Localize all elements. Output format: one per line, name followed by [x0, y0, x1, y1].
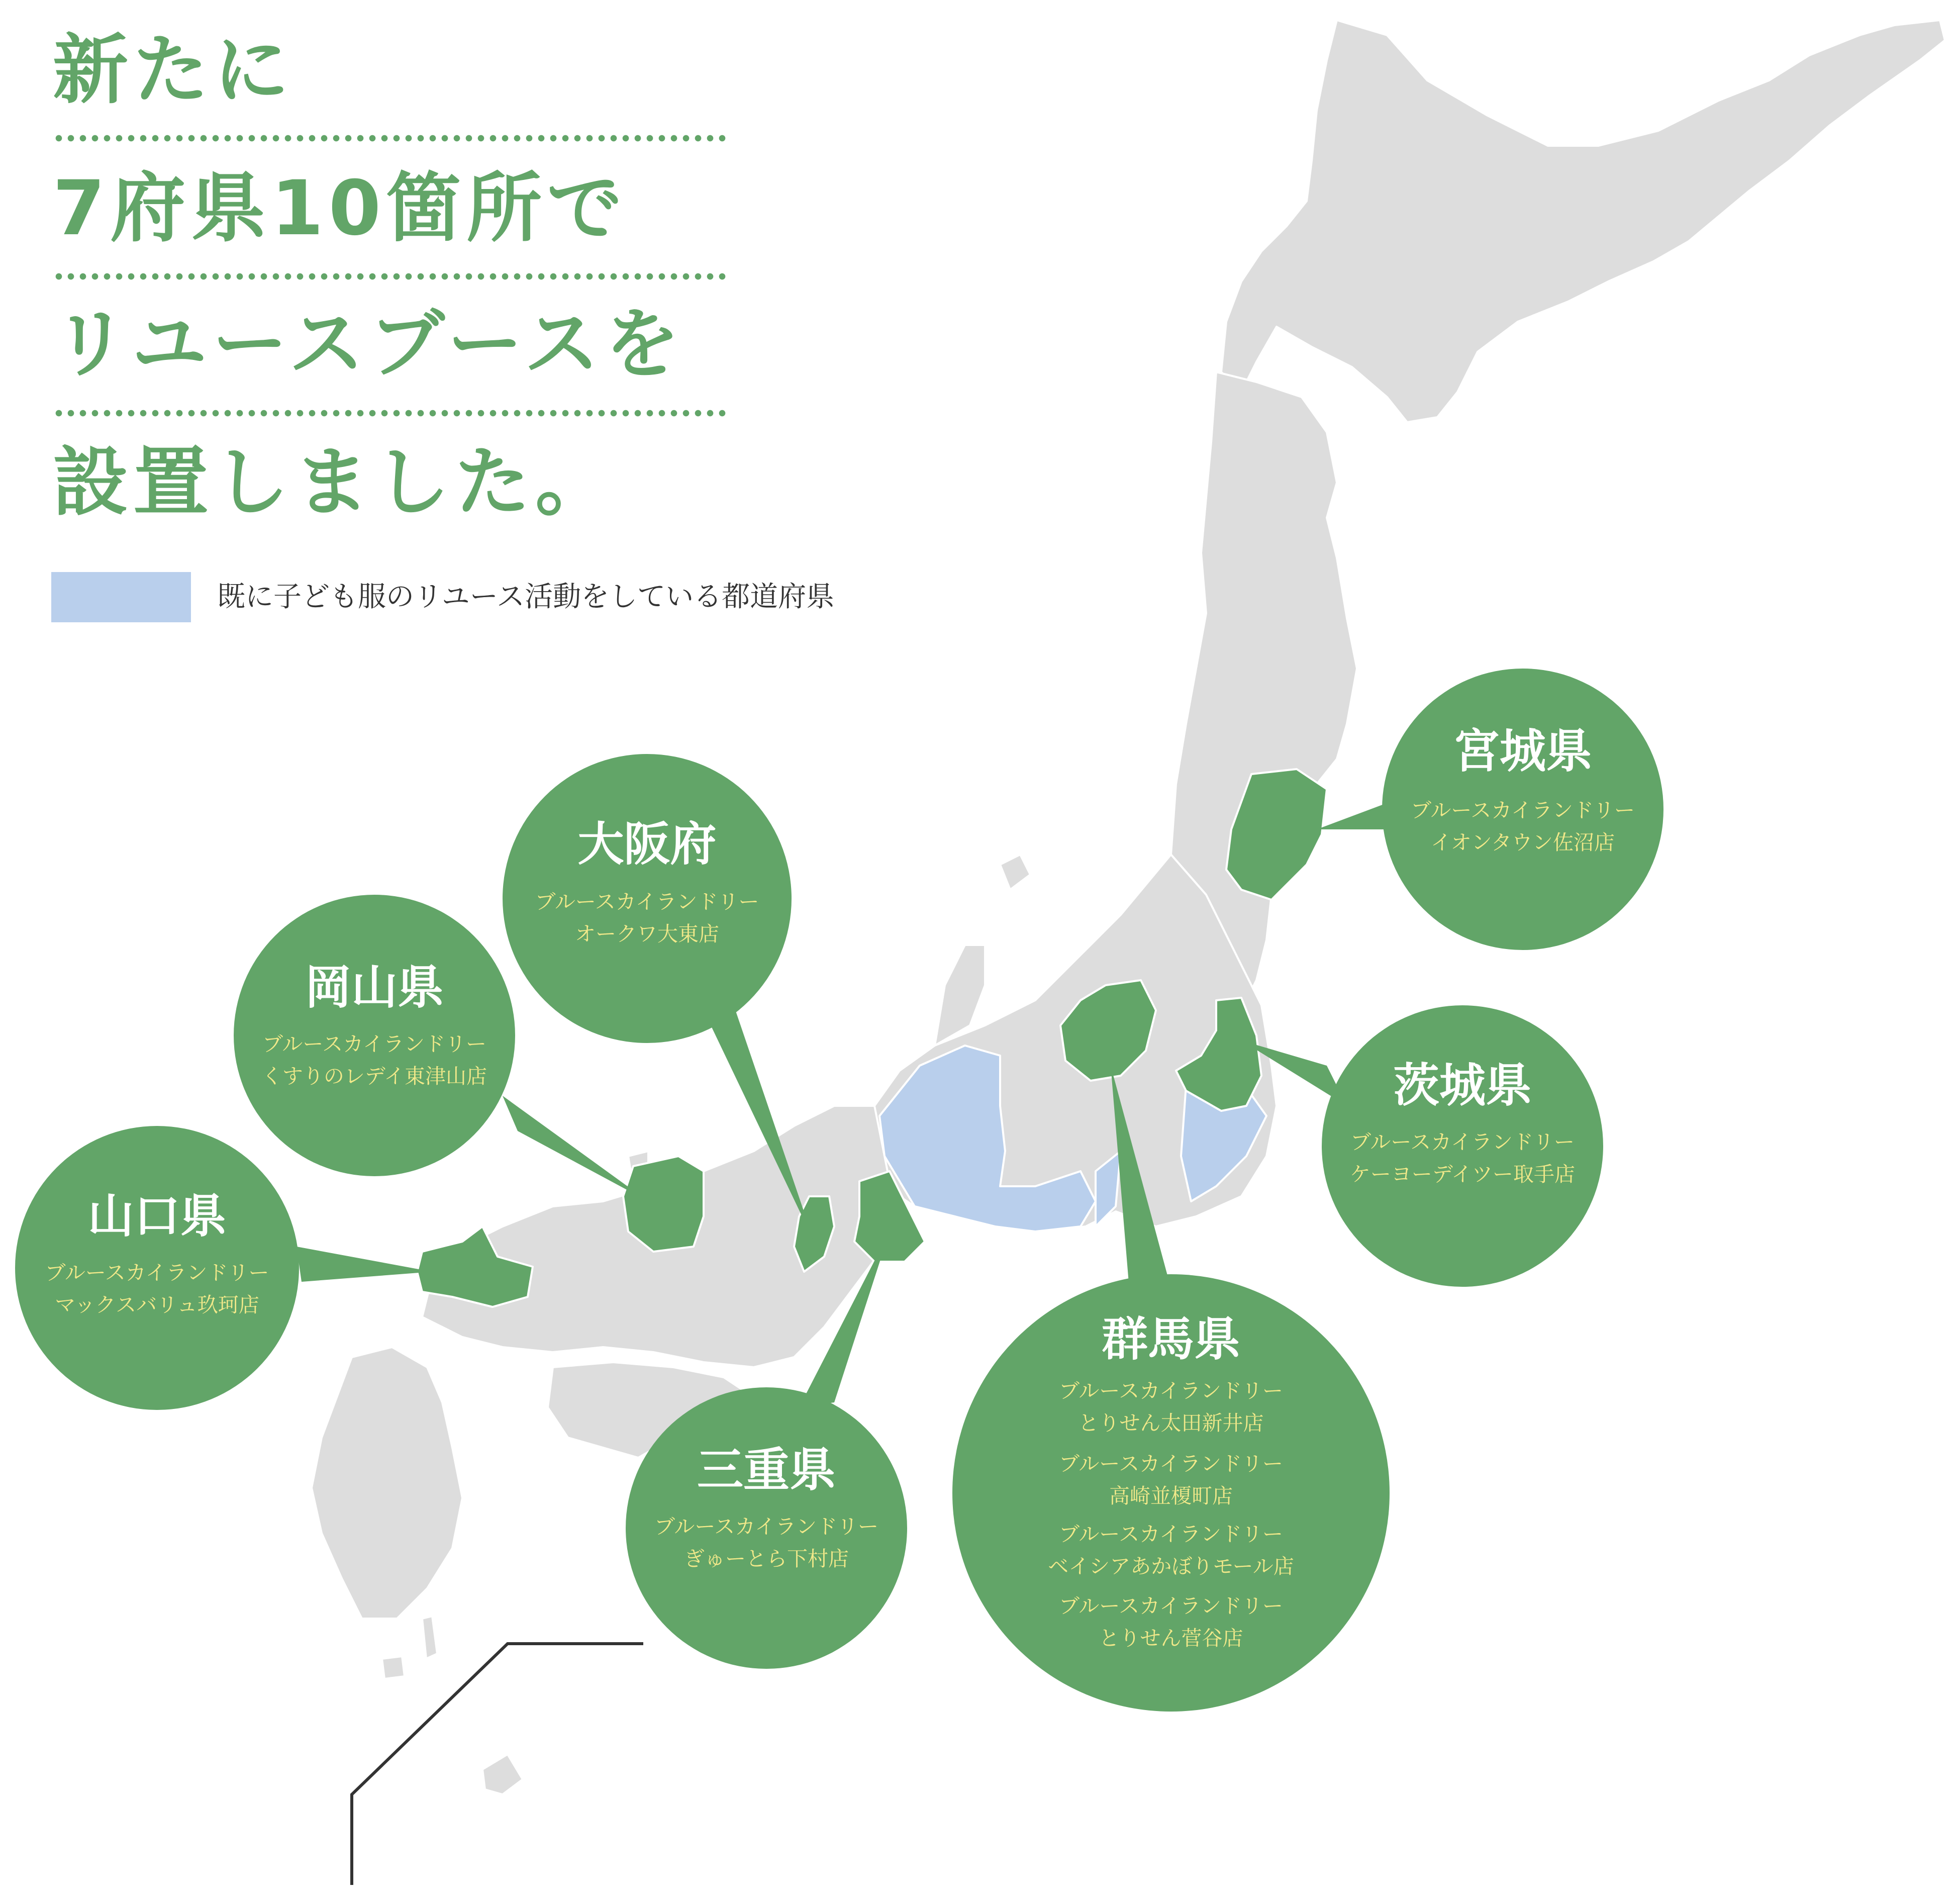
amami-island: [482, 1754, 523, 1794]
osaka-callout: [503, 754, 792, 1043]
store-line: ブルースカイランドリー: [1058, 1522, 1284, 1546]
sado-island: [1000, 855, 1030, 890]
legend-swatch: [51, 572, 191, 622]
prefecture-name: 大阪府: [577, 817, 717, 871]
prefecture-name: 茨城県: [1393, 1059, 1532, 1112]
prefecture-name: 群馬県: [1101, 1312, 1240, 1366]
headline-line-1: 新たに: [53, 27, 295, 114]
store-line: マックスバリュ玖珂店: [55, 1293, 259, 1317]
yamaguchi-pointer: [297, 1247, 432, 1282]
store-line: くすりのレデイ東津山店: [261, 1064, 487, 1088]
prefecture-name: 岡山県: [305, 961, 444, 1014]
store-line: ブルースカイランドリー: [1058, 1379, 1284, 1403]
prefecture-name: 三重県: [697, 1443, 836, 1497]
dotted-divider: [53, 135, 726, 142]
prefecture-name: 宮城県: [1453, 724, 1592, 778]
store-line: とりせん太田新井店: [1078, 1411, 1264, 1435]
kyushu-region: [312, 1347, 462, 1619]
tanegashima-island: [422, 1616, 437, 1659]
store-line: ブルースカイランドリー: [1058, 1594, 1284, 1618]
store-line: イオンタウン佐沼店: [1430, 830, 1615, 855]
headline-line-4: 設置しました。: [53, 439, 616, 526]
store-line: ブルースカイランドリー: [654, 1515, 879, 1539]
prefecture-name: 山口県: [87, 1189, 227, 1243]
store-line: ベイシアあかぼりモール店: [1048, 1554, 1294, 1578]
store-line: ブルースカイランドリー: [535, 890, 759, 914]
dotted-divider: [53, 410, 726, 417]
store-line: ブルースカイランドリー: [1410, 798, 1635, 822]
dotted-divider: [53, 273, 726, 280]
okayama-shape: [623, 1156, 704, 1252]
ibaraki-callout: [1322, 1005, 1603, 1287]
store-line: ブルースカイランドリー: [1350, 1130, 1575, 1154]
yakushima-island: [382, 1656, 405, 1679]
legend-label: 既に子ども服のリユース活動をしている都道府県: [217, 581, 835, 613]
store-line: オークワ大東店: [575, 922, 719, 946]
store-line: ぎゅーとら下村店: [684, 1547, 849, 1571]
miyagi-callout: [1382, 669, 1663, 950]
store-line: 高崎並榎町店: [1109, 1484, 1233, 1508]
store-line: ケーヨーデイツー取手店: [1349, 1162, 1576, 1186]
store-line: ブルースカイランドリー: [1058, 1452, 1284, 1476]
store-line: ブルースカイランドリー: [45, 1261, 269, 1285]
store-line: ブルースカイランドリー: [262, 1032, 487, 1056]
store-line: とりせん菅谷店: [1099, 1626, 1243, 1650]
okayama-callout: [234, 895, 515, 1176]
mie-callout: [626, 1387, 907, 1669]
hokkaido-region: [1221, 20, 1945, 422]
okayama-pointer: [503, 1096, 648, 1201]
headline-line-2: 7府県10箇所で: [53, 165, 628, 252]
gunma-callout: [952, 1274, 1390, 1712]
yamaguchi-callout: [15, 1126, 299, 1410]
headline-line-3: リユースブースを: [53, 301, 685, 388]
